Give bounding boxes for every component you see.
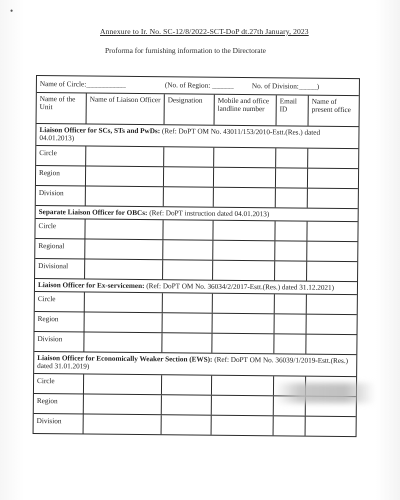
empty-cell[interactable] [275,314,307,333]
section-reference: (Ref: DoPT OM No. 43011/153/2010-Estt.(Res.) dated 04.01.2013) [39,127,321,143]
column-header: Name of present office [311,97,351,115]
section-reference: (Ref: DoPT OM No. 36034/2/2017-Estt.(Res.) dated 31.12.2021) [144,281,335,292]
empty-cell[interactable] [162,333,212,352]
circle-name-field: Name of Circle:___________ [39,80,126,89]
scan-smudge [275,383,375,403]
empty-cell[interactable] [212,334,274,354]
empty-cell[interactable] [307,221,357,240]
empty-cell[interactable] [274,334,306,353]
row-label: Circle [36,146,86,165]
row-label: Circle [35,292,85,311]
empty-cell[interactable] [213,261,275,281]
empty-cell[interactable] [163,313,213,332]
empty-cell[interactable] [308,148,358,167]
empty-cell[interactable] [307,241,357,260]
empty-cell[interactable] [274,416,306,435]
empty-cell[interactable] [213,294,275,314]
section-reference: (Ref: DoPT OM No. 36039/1/2019-Estt.(Res.) dated 31.01.2019) [37,355,349,371]
empty-cell[interactable] [307,261,357,280]
table-row [34,414,356,436]
empty-cell[interactable] [306,416,356,435]
empty-cell[interactable] [85,313,163,333]
empty-cell[interactable] [213,221,275,241]
empty-cell[interactable] [162,395,212,414]
empty-cell[interactable] [85,259,163,279]
empty-cell[interactable] [275,241,307,260]
row-label: Region [36,166,86,185]
row-label: Circle [34,374,84,393]
empty-cell[interactable] [212,415,274,435]
empty-cell[interactable] [84,333,162,353]
empty-cell[interactable] [163,260,213,279]
empty-cell[interactable] [307,315,357,334]
region-count-field: (No. of Region: ______ [164,81,234,90]
section-title-text: Liaison Officer for Ex-servicemen: [37,280,145,290]
empty-cell[interactable] [212,375,274,395]
empty-cell[interactable] [214,187,276,207]
empty-cell[interactable] [162,375,212,394]
empty-cell[interactable] [275,221,307,240]
empty-cell[interactable] [162,415,212,434]
section-reference: (Ref: DoPT instruction dated 04.01.2013) [147,208,270,218]
empty-cell[interactable] [84,414,162,434]
section-title-text: Separate Liaison Officer for OBCs: [38,207,148,217]
empty-cell[interactable] [213,241,275,261]
empty-cell[interactable] [163,240,213,259]
row-label: Division [36,186,86,205]
empty-cell[interactable] [275,261,307,280]
empty-cell[interactable] [275,294,307,313]
empty-cell[interactable] [163,293,213,312]
row-label: Region [34,394,84,413]
empty-cell[interactable] [164,167,214,186]
proforma-heading: Proforma for furnishing information to the Directorate [105,46,266,55]
empty-cell[interactable] [86,166,164,186]
empty-cell[interactable] [214,147,276,167]
column-header: Email ID [277,95,309,125]
annexure-heading: Annexure to Ir. No. SC-12/8/2022-SCT-DoP dt.27th January, 2023 [100,27,309,36]
empty-cell[interactable] [163,220,213,239]
row-label: Division [34,414,84,433]
column-header: Mobile and office landline number [215,95,277,126]
empty-cell[interactable] [306,335,356,354]
column-header: Name of Liaison Officer [87,93,165,124]
empty-cell[interactable] [84,374,162,394]
empty-cell[interactable] [213,314,275,334]
empty-cell[interactable] [308,168,358,187]
empty-cell[interactable] [86,146,164,166]
row-label: Divisional [35,259,85,278]
row-label: Regional [35,239,85,258]
empty-cell[interactable] [85,293,163,313]
empty-cell[interactable] [86,186,164,206]
section-title-text: Liaison Officer for SCs, STs and PwDs: [39,126,161,136]
empty-cell[interactable] [308,188,358,207]
section-title-ews [34,352,356,377]
empty-cell[interactable] [212,395,274,415]
column-header: Name of the Unit [37,93,87,123]
row-label: Division [34,332,84,351]
section-title-text: Liaison Officer for Economically Weaker Section (EWS): [37,354,213,364]
empty-cell[interactable] [276,188,308,207]
table-header-row [37,93,359,127]
empty-cell[interactable] [84,394,162,414]
empty-cell[interactable] [276,168,308,187]
section-title-sc-st-pwd [36,124,358,149]
column-header: Designation [165,94,215,124]
row-label: Region [35,312,85,331]
empty-cell[interactable] [164,147,214,166]
division-count-field: No. of Division:_____) [251,82,320,91]
row-label: Circle [35,219,85,238]
corner-mark: • [10,6,14,16]
empty-cell[interactable] [307,295,357,314]
circle-info-row [37,76,359,96]
empty-cell[interactable] [85,239,163,259]
empty-cell[interactable] [276,148,308,167]
empty-cell[interactable] [164,187,214,206]
empty-cell[interactable] [85,219,163,239]
empty-cell[interactable] [214,167,276,187]
